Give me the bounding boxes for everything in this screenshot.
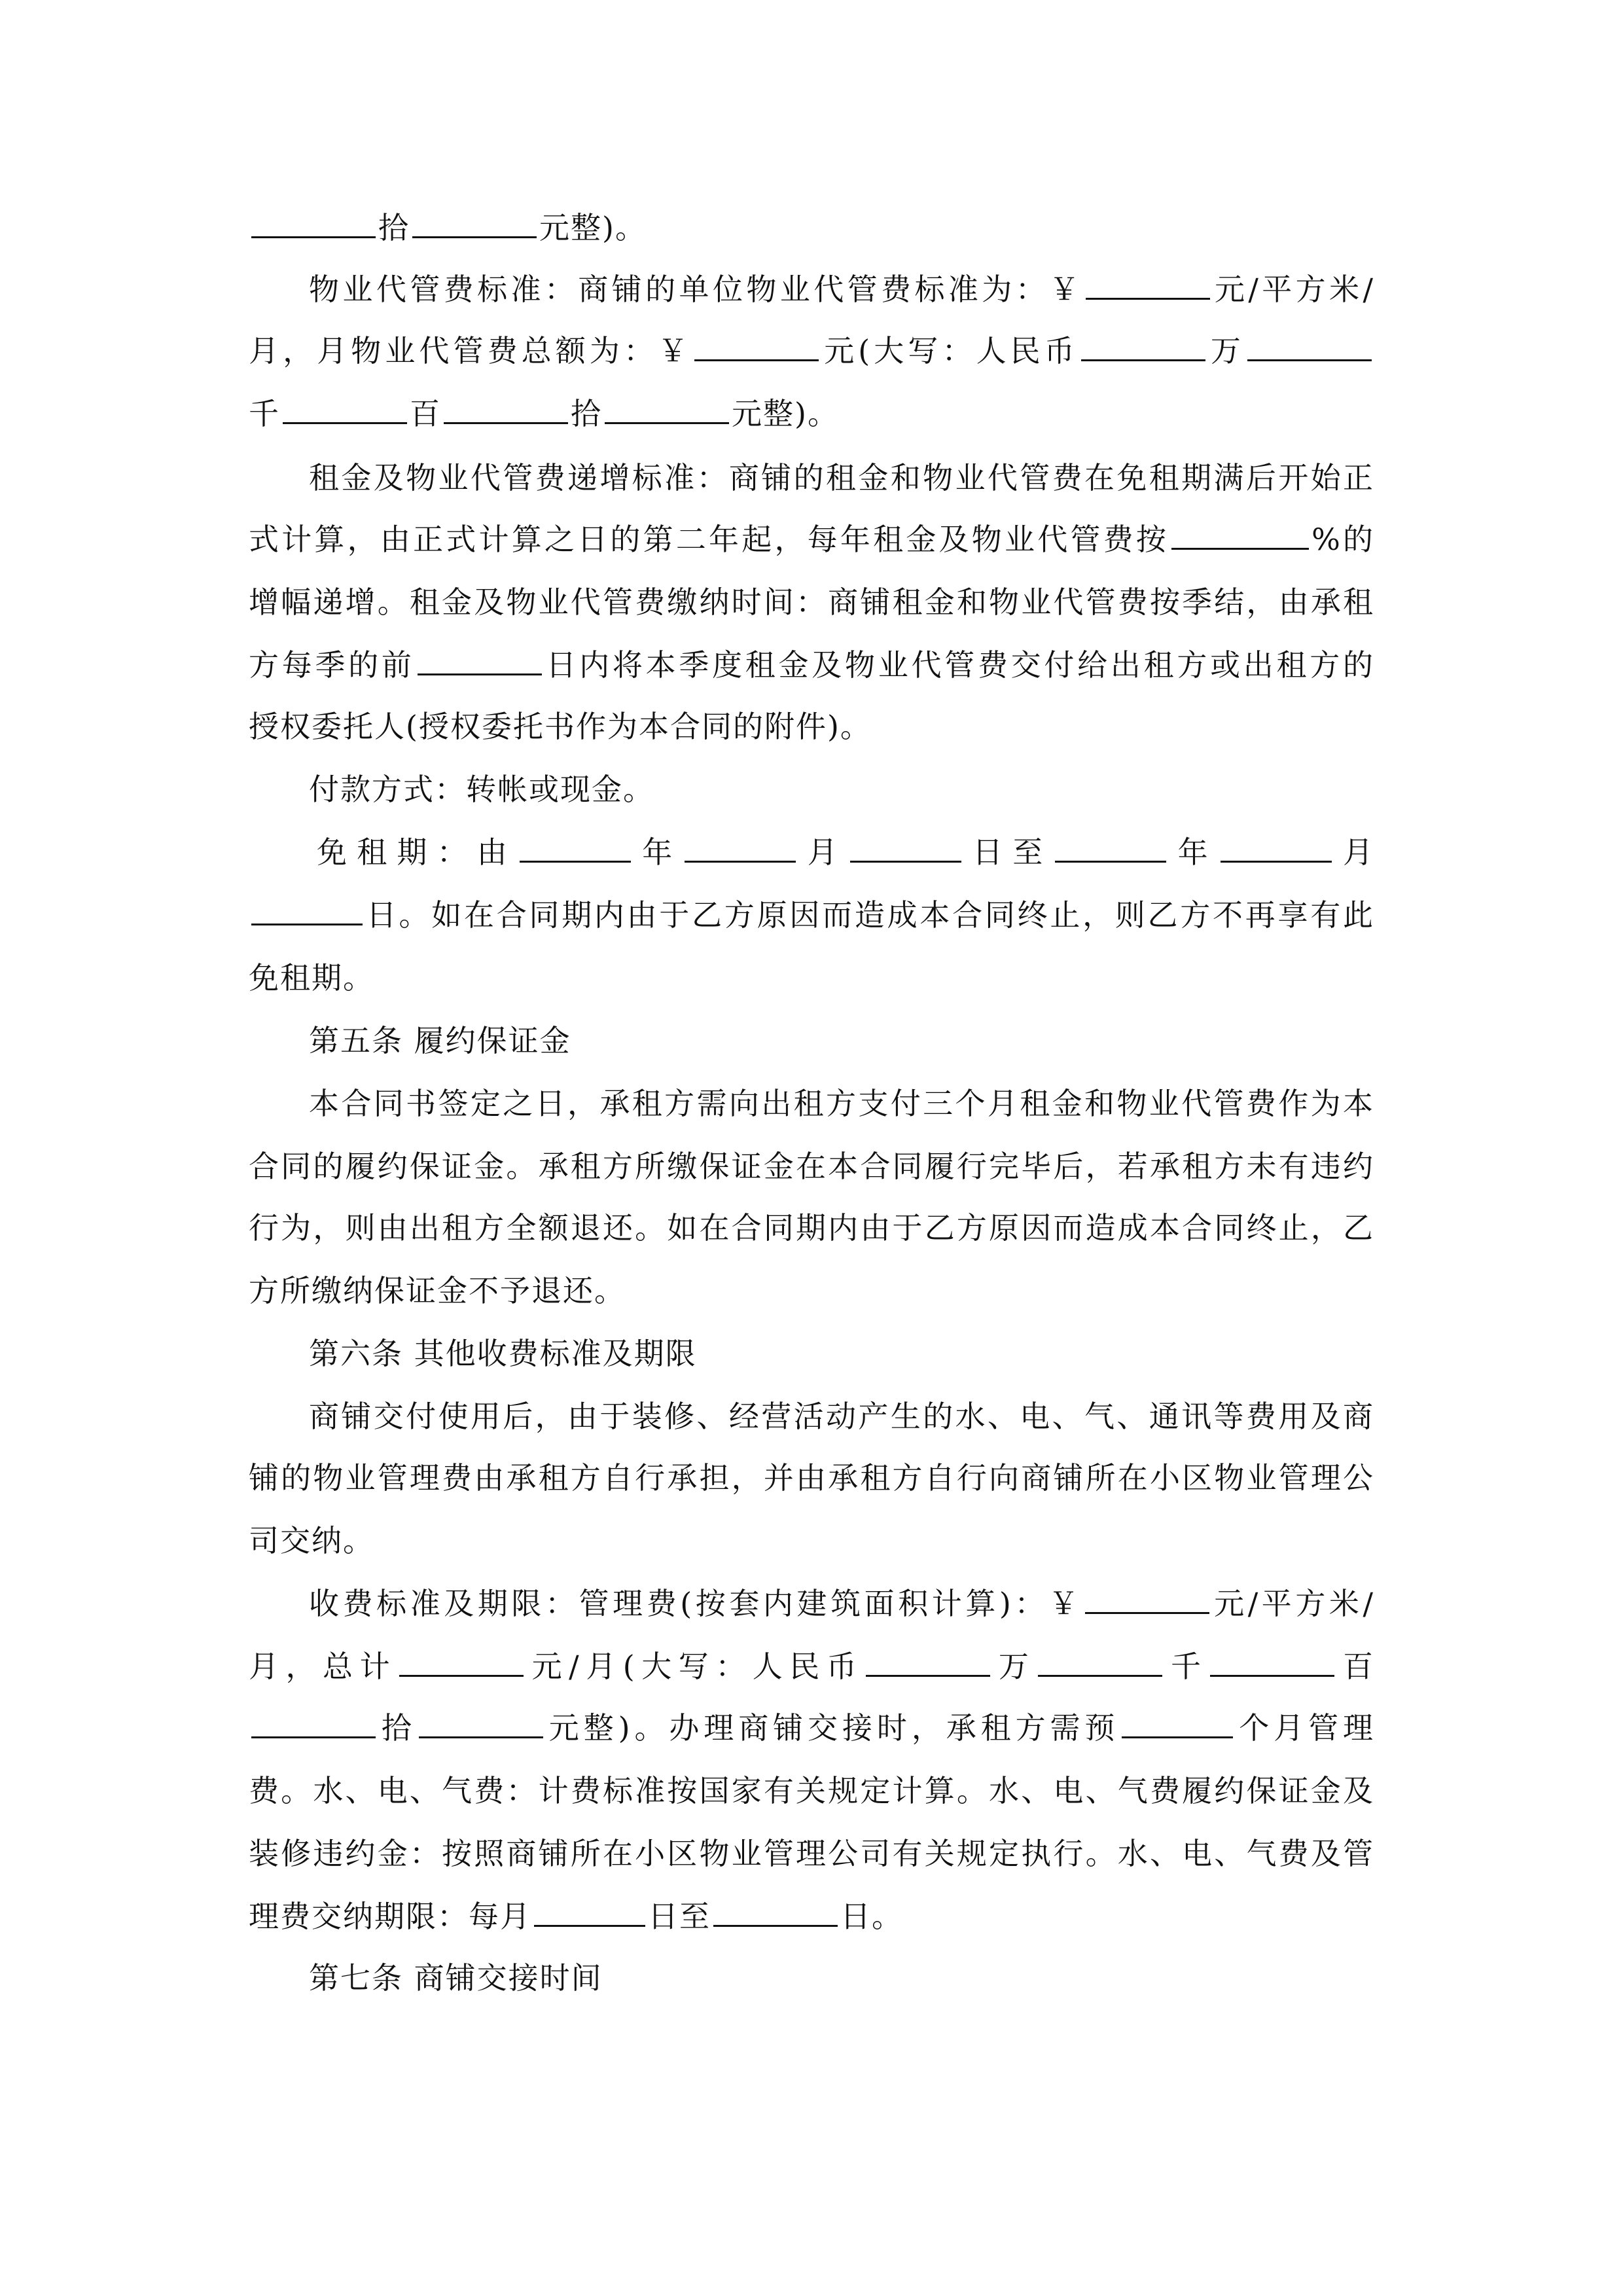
text-line xyxy=(249,636,1374,694)
text-span: 元/平方米/ xyxy=(1211,1586,1374,1621)
text-line: 免租期。 xyxy=(249,960,374,996)
text-line: 行为，则由出租方全额退还。如在合同期内由于乙方原因而造成本合同终止，乙 xyxy=(249,1210,1374,1246)
text-span: 月 xyxy=(798,834,847,870)
text-line: 本合同书签定之日，承租方需向出租方支付三个月租金和物业代管费作为本 xyxy=(309,1086,1374,1121)
section-heading: 第七条 商铺交接时间 xyxy=(309,1960,603,1996)
text-span: 收费标准及期限：管理费(按套内建筑面积计算)：￥ xyxy=(309,1586,1082,1621)
text-line: 铺的物业管理费由承租方自行承担，并由承租方自行向商铺所在小区物业管理公 xyxy=(249,1460,1374,1496)
text-span: 日至 xyxy=(963,834,1053,870)
text-line: 增幅递增。租金及物业代管费缴纳时间：商铺租金和物业代管费按季结，由承租 xyxy=(249,584,1374,620)
text-span: 拾 xyxy=(378,1710,416,1746)
section-heading: 第五条 履约保证金 xyxy=(309,1023,571,1058)
text-line: 授权委托人(授权委托书作为本合同的附件)。 xyxy=(249,709,872,744)
blank-field xyxy=(251,1710,376,1738)
text-span: 日。 xyxy=(840,1899,903,1934)
text-span: 方每季的前 xyxy=(249,647,415,683)
text-line: 合同的履约保证金。承租方所缴保证金在本合同履行完毕后，若承租方未有违约 xyxy=(249,1149,1374,1184)
text-span: 式计算，由正式计算之日的第二年起，每年租金及物业代管费按 xyxy=(249,522,1169,557)
text-span: 元(大写：人民币 xyxy=(821,333,1079,368)
text-line: 装修违约金：按照商铺所在小区物业管理公司有关规定执行。水、电、气费及管 xyxy=(249,1836,1374,1871)
text-span: 百 xyxy=(1337,1649,1375,1684)
blank-field xyxy=(1210,1649,1334,1677)
text-line xyxy=(249,511,1374,568)
blank-field xyxy=(534,1899,645,1927)
text-span: 万 xyxy=(993,1649,1036,1684)
text-line xyxy=(249,1699,1374,1757)
blank-field xyxy=(418,647,542,675)
text-span: 千 xyxy=(1165,1649,1208,1684)
text-line: 租金及物业代管费递增标准：商铺的租金和物业代管费在免租期满后开始正 xyxy=(309,460,1374,495)
blank-field xyxy=(850,834,961,863)
blank-field xyxy=(694,333,819,361)
text-span: 万 xyxy=(1207,333,1245,368)
text-span: 个月管理 xyxy=(1236,1710,1375,1746)
blank-field xyxy=(1085,1586,1209,1614)
text-span: 拾 xyxy=(571,396,602,431)
text-span: 免租期：由 xyxy=(317,834,517,870)
text-span: 日内将本季度租金及物业代管费交付给出租方或出租方的 xyxy=(544,647,1375,683)
text-span: 元/平方米/ xyxy=(1212,272,1375,307)
text-line xyxy=(309,1575,1374,1632)
text-line xyxy=(249,1638,1374,1695)
blank-field xyxy=(1171,522,1309,550)
blank-field xyxy=(1247,333,1372,361)
text-line xyxy=(309,260,1374,318)
text-span: 理费交纳期限：每月 xyxy=(249,1899,531,1934)
text-span: 月，总计 xyxy=(249,1649,397,1684)
text-line: 费。水、电、气费：计费标准按国家有关规定计算。水、电、气费履约保证金及 xyxy=(249,1773,1374,1808)
text-span: 年 xyxy=(633,834,683,870)
blank-field xyxy=(1122,1710,1233,1738)
text-span: %的 xyxy=(1311,522,1375,557)
text-span: 元整)。办理商铺交接时，承租方需预 xyxy=(545,1710,1120,1746)
text-span: 千 xyxy=(249,396,280,431)
text-line xyxy=(249,199,1374,257)
text-span: 元整)。 xyxy=(539,210,647,245)
blank-field xyxy=(251,897,363,925)
text-span: 月 xyxy=(1334,834,1375,870)
blank-field xyxy=(1055,834,1166,863)
blank-field xyxy=(412,210,537,238)
blank-field xyxy=(1081,333,1205,361)
text-span: 物业代管费标准：商铺的单位物业代管费标准为：￥ xyxy=(309,272,1083,307)
text-line xyxy=(317,823,1374,881)
text-line xyxy=(249,1888,1374,1945)
blank-field xyxy=(399,1649,524,1677)
text-span: 月，月物业代管费总额为：￥ xyxy=(249,333,692,368)
text-line: 方所缴纳保证金不予退还。 xyxy=(249,1273,626,1308)
blank-field xyxy=(251,210,376,238)
text-span: 日。如在合同期内由于乙方原因而造成本合同终止，则乙方不再享有此 xyxy=(365,897,1374,933)
text-line: 付款方式：转帐或现金。 xyxy=(309,772,654,807)
section-heading: 第六条 其他收费标准及期限 xyxy=(309,1336,697,1371)
text-span: 年 xyxy=(1169,834,1218,870)
blank-field xyxy=(520,834,631,863)
blank-field xyxy=(1086,272,1210,300)
text-line xyxy=(249,322,1374,380)
blank-field xyxy=(866,1649,990,1677)
blank-field xyxy=(283,396,407,424)
blank-field xyxy=(1038,1649,1162,1677)
text-span: 百 xyxy=(410,396,441,431)
blank-field xyxy=(713,1899,838,1927)
text-line xyxy=(249,385,1374,442)
text-span: 拾 xyxy=(378,210,410,245)
blank-field xyxy=(419,1710,543,1738)
blank-field xyxy=(605,396,729,424)
blank-field xyxy=(444,396,568,424)
text-line: 商铺交付使用后，由于装修、经营活动产生的水、电、气、通讯等费用及商 xyxy=(309,1399,1374,1434)
text-line xyxy=(249,886,1374,944)
text-span: 元/月(大写：人民币 xyxy=(526,1649,864,1684)
text-line: 司交纳。 xyxy=(249,1523,374,1558)
blank-field xyxy=(1221,834,1332,863)
text-span: 元整)。 xyxy=(732,396,839,431)
blank-field xyxy=(685,834,796,863)
text-span: 日至 xyxy=(648,1899,711,1934)
